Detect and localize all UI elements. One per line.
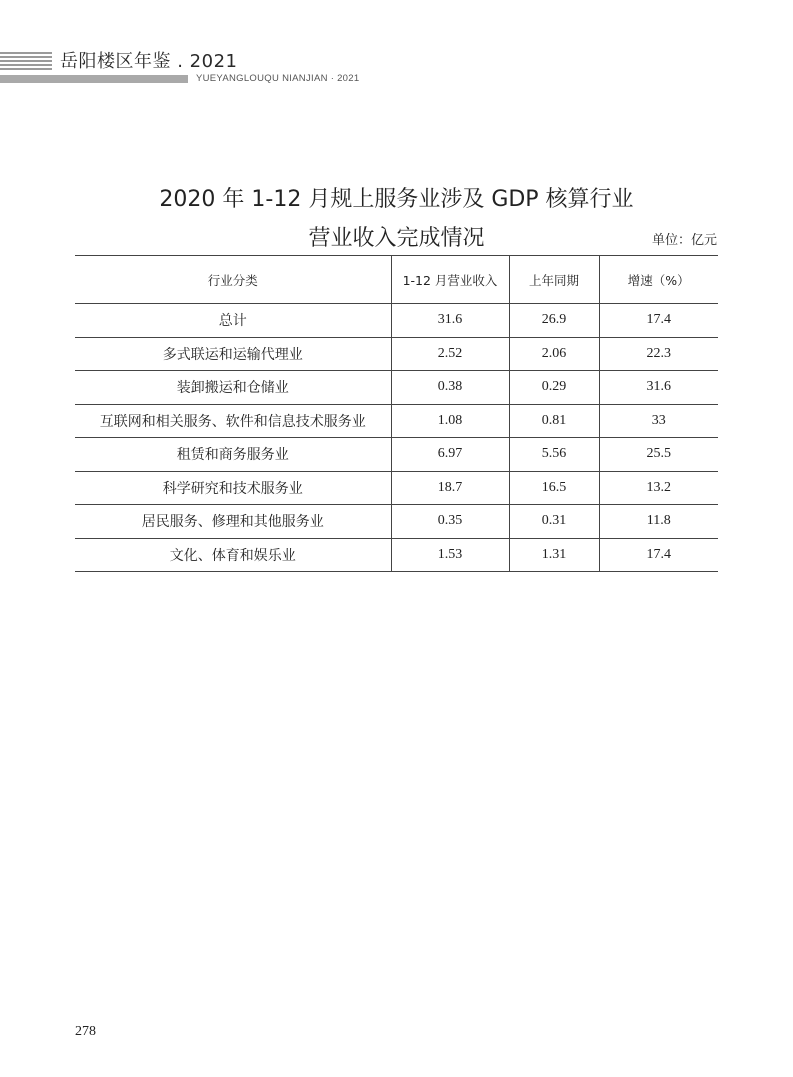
cell-revenue: 31.6 [391,304,509,338]
cell-industry: 多式联运和运输代理业 [75,337,391,371]
table-row [75,471,718,505]
cell-growth: 22.3 [599,337,718,371]
cell-growth: 31.6 [599,371,718,405]
cell-industry: 居民服务、修理和其他服务业 [75,505,391,539]
cell-industry: 文化、体育和娱乐业 [75,538,391,572]
running-header-title: 岳阳楼区年鉴 . 2021 [60,51,238,72]
header-decoration-bar [0,75,188,83]
cell-prior-year: 2.06 [509,337,599,371]
unit-label: 单位：亿元 [651,233,717,248]
cell-revenue: 0.38 [391,371,509,405]
header-revenue: 1-12 月营业收入 [391,256,509,304]
cell-prior-year: 26.9 [509,304,599,338]
running-header-subtitle: YUEYANGLOUQU NIANJIAN · 2021 [196,73,360,84]
table-row [75,538,718,572]
header-prior-year: 上年同期 [509,256,599,304]
page-number: 278 [75,1024,96,1039]
cell-growth: 25.5 [599,438,718,472]
cell-growth: 13.2 [599,471,718,505]
revenue-table [75,255,718,572]
table-row [75,337,718,371]
table-row [75,505,718,539]
header-decoration-lines [0,52,52,72]
cell-growth: 17.4 [599,538,718,572]
cell-industry: 科学研究和技术服务业 [75,471,391,505]
cell-prior-year: 0.31 [509,505,599,539]
cell-prior-year: 0.29 [509,371,599,405]
cell-industry: 互联网和相关服务、软件和信息技术服务业 [75,404,391,438]
table-row [75,438,718,472]
cell-industry: 总计 [75,304,391,338]
cell-revenue: 1.53 [391,538,509,572]
table-title-line1: 2020 年 1-12 月规上服务业涉及 GDP 核算行业 [159,187,634,212]
cell-revenue: 18.7 [391,471,509,505]
cell-growth: 33 [599,404,718,438]
header-growth: 增速（%） [599,256,718,304]
table-title-line2: 营业收入完成情况 [308,226,485,251]
cell-revenue: 6.97 [391,438,509,472]
cell-prior-year: 0.81 [509,404,599,438]
cell-prior-year: 5.56 [509,438,599,472]
cell-industry: 租赁和商务服务业 [75,438,391,472]
header-industry: 行业分类 [75,256,391,304]
table-row [75,371,718,405]
cell-revenue: 0.35 [391,505,509,539]
cell-revenue: 1.08 [391,404,509,438]
cell-prior-year: 1.31 [509,538,599,572]
table-header-row [75,256,718,304]
table-row [75,304,718,338]
cell-revenue: 2.52 [391,337,509,371]
cell-industry: 装卸搬运和仓储业 [75,371,391,405]
cell-growth: 17.4 [599,304,718,338]
cell-prior-year: 16.5 [509,471,599,505]
cell-growth: 11.8 [599,505,718,539]
table-row [75,404,718,438]
